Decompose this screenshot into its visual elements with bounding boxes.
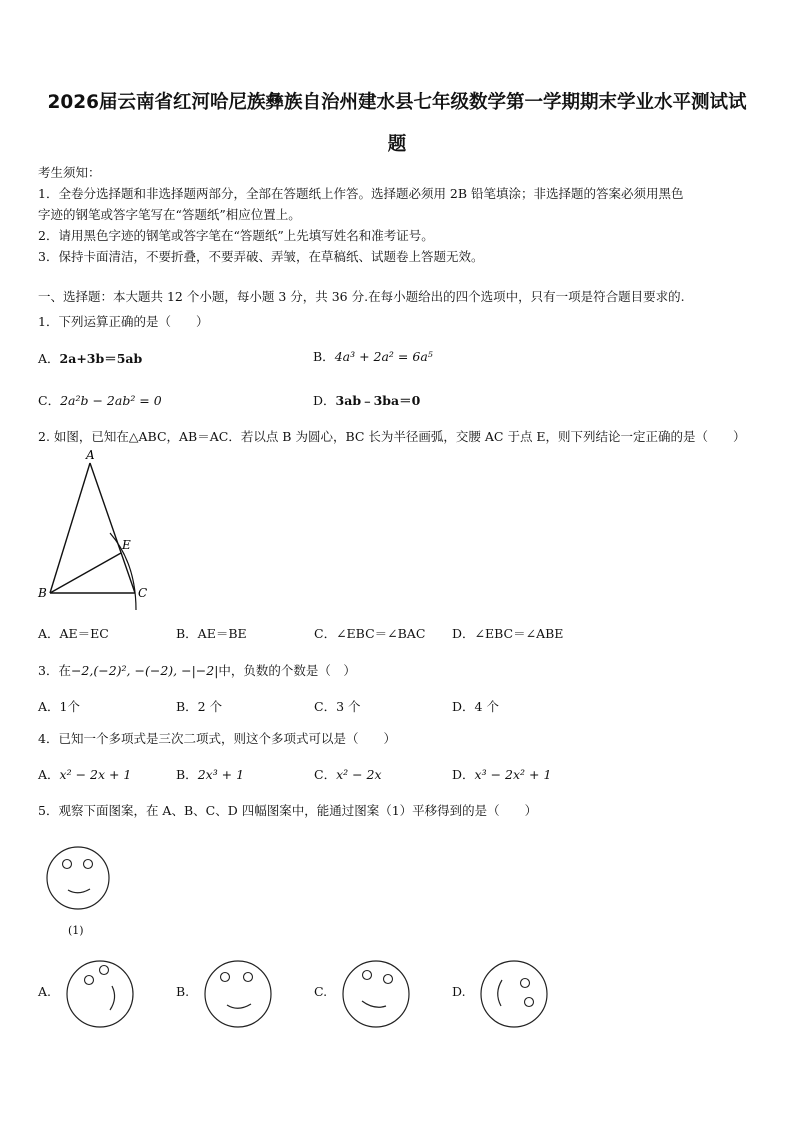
q2-option-c: C．∠EBC＝∠BAC bbox=[314, 626, 426, 641]
smiley-option-b bbox=[200, 956, 276, 1032]
smiley-option-c bbox=[338, 956, 414, 1032]
smiley-option-a bbox=[62, 956, 138, 1032]
q2-option-d: D．∠EBC＝∠ABE bbox=[452, 626, 564, 641]
label-b: B bbox=[38, 586, 47, 600]
q3-option-c: C．3 个 bbox=[314, 699, 361, 714]
q3-option-b: B．2 个 bbox=[176, 699, 223, 714]
section-heading: 一、选择题：本大题共 12 个小题，每小题 3 分，共 36 分.在每小题给出的四个选项中，只有一项是符合题目要求的. bbox=[38, 289, 685, 304]
label-a: A bbox=[86, 448, 95, 462]
q5-option-a-label: A. bbox=[38, 984, 52, 999]
q2-option-a: A．AE＝EC bbox=[38, 626, 109, 641]
q4-option-b: B．2x³ + 1 bbox=[176, 767, 245, 782]
notice-item: 字迹的钢笔或答字笔写在“答题纸”相应位置上。 bbox=[38, 207, 301, 222]
figure-1-caption: (1) bbox=[68, 924, 84, 937]
question-4-stem: 4．已知一个多项式是三次二项式，则这个多项式可以是（ ） bbox=[38, 731, 396, 746]
triangle-figure bbox=[30, 445, 160, 620]
q2-option-b: B．AE＝BE bbox=[176, 626, 247, 641]
q5-option-c-label: C. bbox=[314, 984, 328, 999]
q3-option-d: D．4 个 bbox=[452, 699, 499, 714]
q5-option-d-label: D. bbox=[452, 984, 466, 999]
q1-option-b: B．4a³ + 2a² = 6a⁵ bbox=[313, 349, 433, 364]
notice-item: 3．保持卡面清洁，不要折叠，不要弄破、弄皱，在草稿纸、试题卷上答题无效。 bbox=[38, 249, 484, 264]
side-ac bbox=[90, 463, 135, 593]
question-5-stem: 5．观察下面图案，在 A、B、C、D 四幅图案中，能通过图案（1）平移得到的是（ ） bbox=[38, 803, 538, 818]
notice-item: 2．请用黑色字迹的钢笔或答字笔在“答题纸”上先填写姓名和准考证号。 bbox=[38, 228, 434, 243]
smiley-option-d bbox=[476, 956, 552, 1032]
question-1-stem: 1．下列运算正确的是（ ） bbox=[38, 314, 209, 329]
question-2-stem: 2. 如图，已知在△ABC，AB＝AC．若以点 B 为圆心，BC 长为半径画弧，交腰 AC 于点 E，则下列结论一定正确的是（ ） bbox=[38, 429, 746, 444]
q1-option-c: C．2a²b − 2ab² = 0 bbox=[38, 393, 162, 408]
notice-item: 1．全卷分选择题和非选择题两部分，全部在答题纸上作答。选择题必须用 2B 铅笔填涂；非选择题的答案必须用黑色 bbox=[38, 186, 684, 201]
notice-heading: 考生须知： bbox=[38, 165, 101, 180]
q1-option-d: D．3ab﹣3ba＝0 bbox=[313, 393, 421, 408]
q3-option-a: A．1个 bbox=[38, 699, 80, 714]
q4-option-d: D．x³ − 2x² + 1 bbox=[452, 767, 552, 782]
q4-option-c: C．x² − 2x bbox=[314, 767, 382, 782]
question-3-stem: 3．在−2,(−2)², −(−2), −|−2|中，负数的个数是（ ） bbox=[38, 663, 356, 678]
exam-title-continued: 题 bbox=[387, 134, 407, 155]
q1-option-a: A．2a+3b＝5ab bbox=[38, 351, 143, 366]
label-c: C bbox=[138, 586, 148, 600]
smiley-figure-1 bbox=[42, 842, 114, 914]
label-e: E bbox=[122, 538, 131, 552]
exam-title: 2026届云南省红河哈尼族彝族自治州建水县七年级数学第一学期期末学业水平测试试 bbox=[47, 92, 747, 113]
q4-option-a: A．x² − 2x + 1 bbox=[38, 767, 132, 782]
q5-option-b-label: B. bbox=[176, 984, 190, 999]
